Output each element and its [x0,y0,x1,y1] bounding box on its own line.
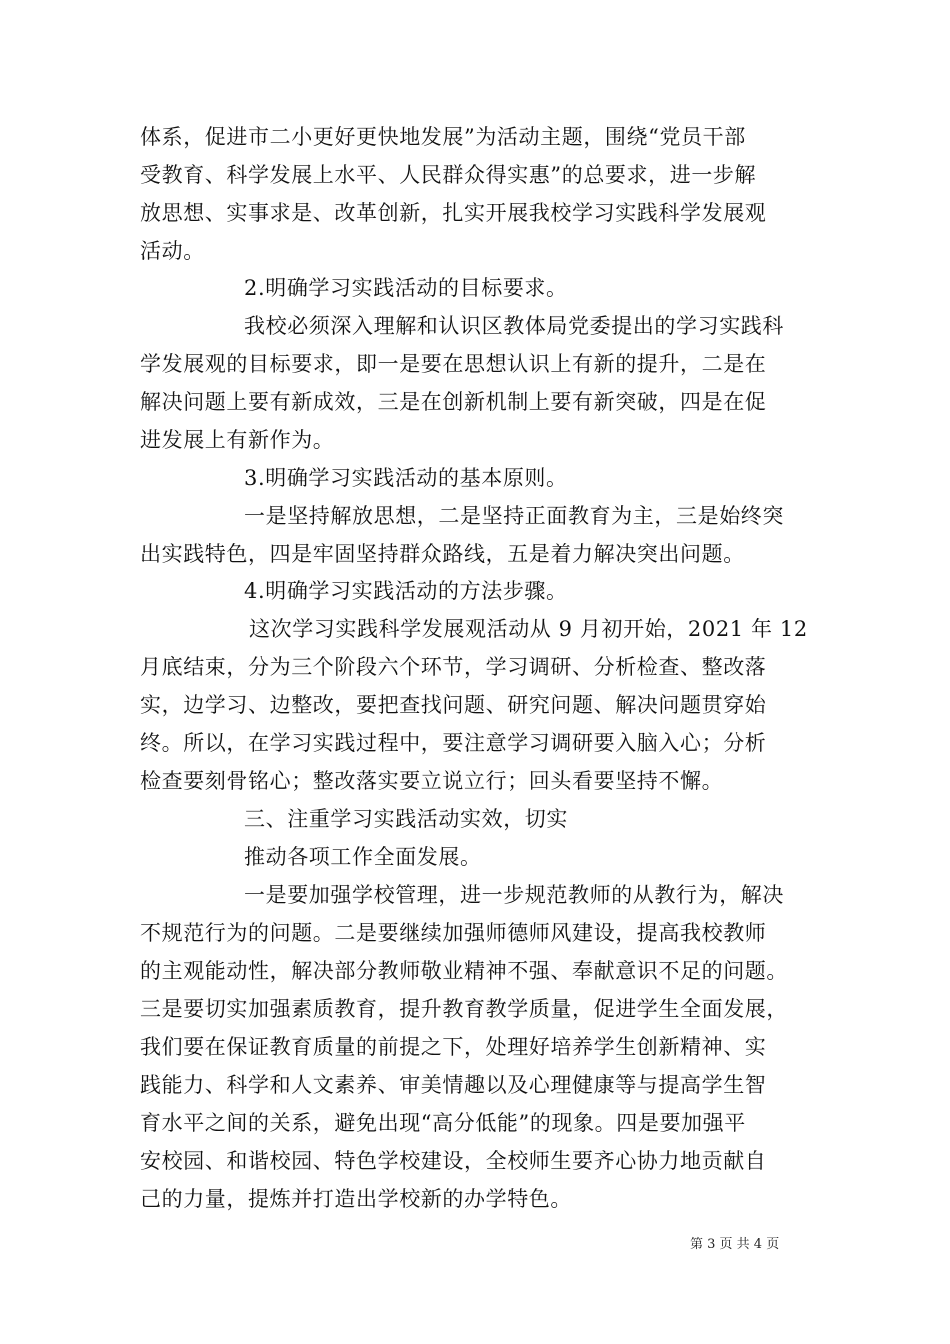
body-line: 月底结束，分为三个阶段六个环节，学习调研、分析检查、整改落 [140,655,767,679]
body-line: 活动。 [140,239,205,263]
body-line: 这次学习实践科学发展观活动从 9 月初开始，2021 年 12 [249,617,808,641]
body-line: 终。所以，在学习实践过程中，要注意学习调研要入脑入心；分析 [140,731,767,755]
body-line: 的主观能动性，解决部分教师敬业精神不强、奉献意识不足的问题。 [140,959,788,983]
body-line: 出实践特色，四是牢固坚持群众路线，五是着力解决突出问题。 [140,542,745,566]
body-line: 一是要加强学校管理，进一步规范教师的从教行为，解决 [244,883,784,907]
body-line: 践能力、科学和人文素养、审美情趣以及心理健康等与提高学生智 [140,1073,767,1097]
body-line: 安校园、和谐校园、特色学校建设，全校师生要齐心协力地贡献自 [140,1149,767,1173]
section-heading: 2.明确学习实践活动的目标要求。 [244,276,568,300]
body-line: 检查要刻骨铭心；整改落实要立说立行；回头看要坚持不懈。 [140,769,724,793]
body-line: 我校必须深入理解和认识区教体局党委提出的学习实践科 [244,314,784,338]
body-line: 己的力量，提炼并打造出学校新的办学特色。 [140,1187,572,1211]
section-heading: 推动各项工作全面发展。 [244,845,482,869]
body-line: 实，边学习、边整改，要把查找问题、研究问题、解决问题贯穿始 [140,693,767,717]
body-line: 不规范行为的问题。二是要继续加强师德师风建设，提高我校教师 [140,921,767,945]
body-line: 育水平之间的关系，避免出现“高分低能”的现象。四是要加强平 [140,1111,746,1135]
body-line: 解决问题上要有新成效，三是在创新机制上要有新突破，四是在促 [140,390,767,414]
body-line: 受教育、科学发展上水平、人民群众得实惠”的总要求，进一步解 [140,163,757,187]
body-line: 我们要在保证教育质量的前提之下，处理好培养学生创新精神、实 [140,1035,767,1059]
body-line: 放思想、实事求是、改革创新，扎实开展我校学习实践科学发展观 [140,201,767,225]
body-line: 一是坚持解放思想，二是坚持正面教育为主，三是始终突 [244,504,784,528]
section-heading: 三、注重学习实践活动实效，切实 [244,807,568,831]
body-line: 学发展观的目标要求，即一是要在思想认识上有新的提升，二是在 [140,352,767,376]
page-number: 第 3 页 共 4 页 [690,1237,780,1252]
body-line: 三是要切实加强素质教育，提升教育教学质量，促进学生全面发展， [140,997,788,1021]
section-heading: 3.明确学习实践活动的基本原则。 [244,466,568,490]
section-heading: 4.明确学习实践活动的方法步骤。 [244,579,568,603]
body-line: 进发展上有新作为。 [140,428,335,452]
body-line: 体系，促进市二小更好更快地发展”为活动主题，围绕“党员干部 [140,125,746,149]
